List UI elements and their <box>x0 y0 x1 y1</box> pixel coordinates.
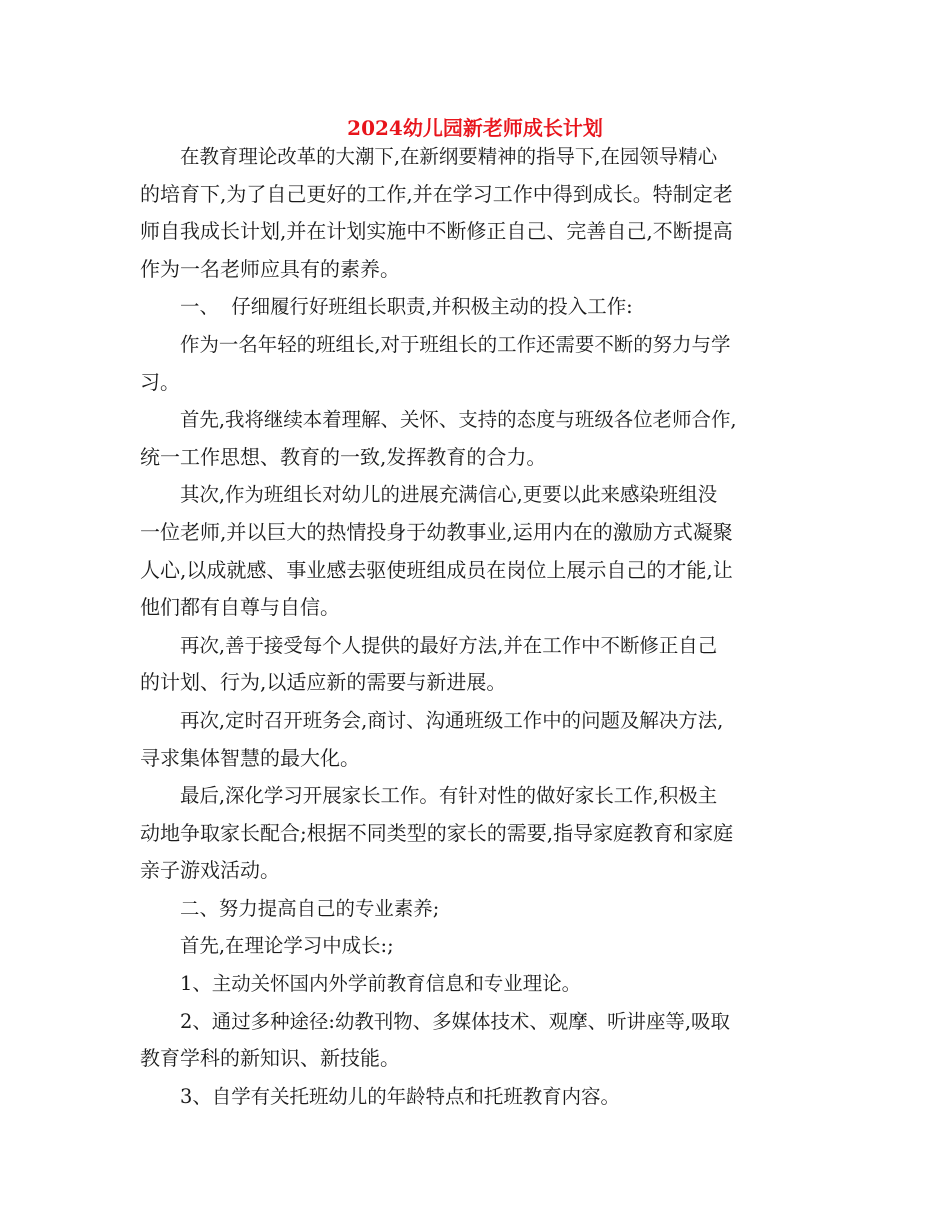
paragraph <box>140 927 820 965</box>
paragraph <box>140 702 820 777</box>
text-line: 动地争取家长配合;根据不同类型的家长的需要,指导家庭教育和家庭 <box>140 820 734 845</box>
text-line: 1、主动关怀国内外学前教育信息和专业理论。 <box>180 972 582 996</box>
document-body <box>140 138 820 1115</box>
text-line: 的培育下,为了自己更好的工作,并在学习工作中得到成长。特制定老 <box>140 181 733 206</box>
list-item <box>140 1003 820 1078</box>
text-line: 3、自学有关托班幼儿的年龄特点和托班教育内容。 <box>180 1084 620 1108</box>
text-line: 亲子游戏活动。 <box>140 858 280 883</box>
paragraph <box>140 138 820 288</box>
text-line: 再次,定时召开班务会,商讨、沟通班级工作中的问题及解决方法, <box>180 708 724 732</box>
paragraph <box>140 627 820 702</box>
text-line: 的计划、行为,以适应新的需要与新进展。 <box>140 670 507 695</box>
text-line: 教育学科的新知识、新技能。 <box>140 1046 400 1071</box>
text-line: 其次,作为班组长对幼儿的进展充满信心,更要以此来感染班组没 <box>180 483 718 507</box>
section-heading <box>140 890 820 928</box>
text-line: 一位老师,并以巨大的热情投身于幼教事业,运用内在的激励方式凝聚 <box>140 519 733 544</box>
text-line: 师自我成长计划,并在计划实施中不断修正自己、完善自己,不断提高 <box>140 219 733 244</box>
text-line: 2、通过多种途径:幼教刊物、多媒体技术、观摩、听讲座等,吸取 <box>180 1009 730 1033</box>
paragraph <box>140 401 820 476</box>
text-line: 最后,深化学习开展家长工作。有针对性的做好家长工作,积极主 <box>180 784 718 808</box>
text-line: 寻求集体智慧的最大化。 <box>140 745 360 770</box>
text-line: 再次,善于接受每个人提供的最好方法,并在工作中不断修正自己 <box>180 633 718 657</box>
text-line: 作为一名老师应具有的素养。 <box>140 256 400 281</box>
list-item <box>140 965 820 1003</box>
text-line: 一、 仔细履行好班组长职责,并积极主动的投入工作: <box>180 295 633 319</box>
text-line: 习。 <box>140 369 180 394</box>
paragraph <box>140 326 820 401</box>
list-item <box>140 1078 820 1116</box>
text-line: 统一工作思想、教育的一致,发挥教育的合力。 <box>140 444 547 469</box>
text-line: 首先,我将继续本着理解、关怀、支持的态度与班级各位老师合作, <box>180 408 737 432</box>
text-line: 二、努力提高自己的专业素养; <box>180 896 440 920</box>
paragraph <box>140 777 820 890</box>
paragraph <box>140 476 820 626</box>
document-title: 2024幼儿园新老师成长计划 <box>347 116 603 140</box>
text-line: 首先,在理论学习中成长:; <box>180 934 394 958</box>
text-line: 在教育理论改革的大潮下,在新纲要精神的指导下,在园领导精心 <box>180 145 718 168</box>
text-line: 作为一名年轻的班组长,对于班组长的工作还需要不断的努力与学 <box>180 332 731 356</box>
text-line: 人心,以成就感、事业感去驱使班组成员在岗位上展示自己的才能,让 <box>140 557 733 582</box>
text-line: 他们都有自尊与自信。 <box>140 595 340 620</box>
section-heading <box>140 288 820 326</box>
